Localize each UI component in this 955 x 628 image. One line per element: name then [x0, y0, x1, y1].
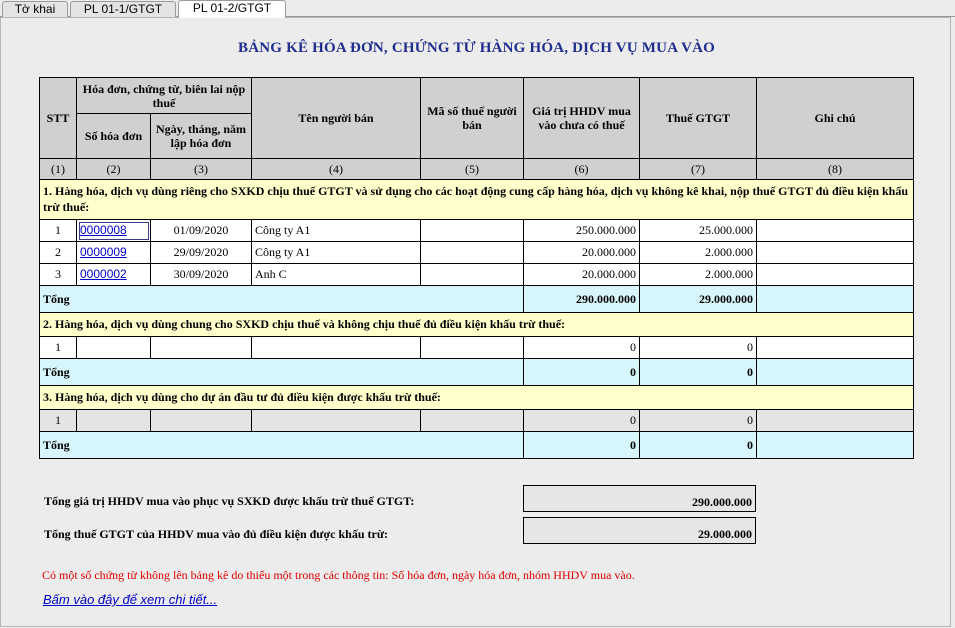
cell-tax-code[interactable] [421, 220, 524, 242]
header-invoice-no: Số hóa đơn [77, 114, 151, 159]
col-number: (8) [757, 159, 914, 180]
cell-vat[interactable]: 2.000.000 [640, 242, 757, 264]
form-panel [0, 17, 951, 627]
cell-tax-code[interactable] [421, 264, 524, 286]
table-row [40, 264, 914, 286]
cell-value[interactable]: 20.000.000 [524, 264, 640, 286]
cell-stt: 3 [40, 264, 77, 286]
cell-date[interactable] [151, 410, 252, 432]
cell-seller[interactable]: Anh C [252, 264, 421, 286]
col-number: (1) [40, 159, 77, 180]
total-value: 0 [524, 359, 640, 386]
header-invoice-group: Hóa đơn, chứng từ, biên lai nộp thuế [77, 78, 252, 114]
cell-note[interactable] [757, 410, 914, 432]
section-title-3: 3. Hàng hóa, dịch vụ dùng cho dự án đầu tư đủ điều kiện được khấu trừ thuế: [40, 386, 914, 410]
total-row-3 [40, 432, 914, 459]
cell-invoice-no[interactable] [77, 410, 151, 432]
cell-stt: 1 [40, 410, 77, 432]
detail-link[interactable]: Bấm vào đây để xem chi tiết... [43, 592, 218, 607]
header-seller: Tên người bán [252, 78, 421, 159]
tab-pl-01-2[interactable]: PL 01-2/GTGT [178, 0, 286, 18]
cell-vat[interactable]: 0 [640, 410, 757, 432]
table-row [40, 410, 914, 432]
total-note [757, 432, 914, 459]
col-number: (4) [252, 159, 421, 180]
tab-pl-01-1[interactable]: PL 01-1/GTGT [70, 1, 176, 18]
cell-date[interactable]: 30/09/2020 [151, 264, 252, 286]
cell-stt: 1 [40, 337, 77, 359]
cell-date[interactable] [151, 337, 252, 359]
total-vat: 0 [640, 432, 757, 459]
invoice-link[interactable]: 0000008 [80, 223, 127, 237]
total-vat: 0 [640, 359, 757, 386]
total-label: Tổng [40, 359, 524, 386]
cell-seller[interactable]: Công ty A1 [252, 242, 421, 264]
cell-invoice-no[interactable] [77, 242, 151, 264]
cell-seller[interactable]: Công ty A1 [252, 220, 421, 242]
invoice-link[interactable]: 0000002 [80, 267, 127, 281]
total-label: Tổng [40, 432, 524, 459]
summary-total-value-label: Tổng giá trị HHDV mua vào phục vụ SXKD được khấu trừ thuế GTGT: [44, 494, 415, 508]
cell-note[interactable] [757, 264, 914, 286]
total-value: 290.000.000 [524, 286, 640, 313]
header-stt: STT [40, 78, 77, 159]
cell-invoice-no[interactable] [77, 220, 151, 242]
cell-date[interactable]: 01/09/2020 [151, 220, 252, 242]
invoice-table [39, 77, 914, 459]
cell-vat[interactable]: 0 [640, 337, 757, 359]
cell-date[interactable]: 29/09/2020 [151, 242, 252, 264]
table-row [40, 220, 914, 242]
cell-value[interactable]: 0 [524, 410, 640, 432]
summary-total-vat-field: 29.000.000 [523, 517, 756, 544]
cell-invoice-no[interactable] [77, 264, 151, 286]
tab-strip [0, 0, 955, 17]
cell-seller[interactable] [252, 337, 421, 359]
cell-value[interactable]: 250.000.000 [524, 220, 640, 242]
cell-stt: 2 [40, 242, 77, 264]
col-number: (5) [421, 159, 524, 180]
header-date: Ngày, tháng, năm lập hóa đơn [151, 114, 252, 159]
col-number: (2) [77, 159, 151, 180]
header-value: Giá trị HHDV mua vào chưa có thuế [524, 78, 640, 159]
header-note: Ghi chú [757, 78, 914, 159]
col-number: (3) [151, 159, 252, 180]
tab-to-khai[interactable]: Tờ khai [2, 1, 68, 18]
cell-seller[interactable] [252, 410, 421, 432]
total-value: 0 [524, 432, 640, 459]
cell-note[interactable] [757, 220, 914, 242]
cell-tax-code[interactable] [421, 337, 524, 359]
summary-total-value-field: 290.000.000 [523, 485, 756, 512]
header-tax-code: Mã số thuế người bán [421, 78, 524, 159]
total-row-2 [40, 359, 914, 386]
total-label: Tổng [40, 286, 524, 313]
total-row-1 [40, 286, 914, 313]
warning-message: Có một số chứng từ không lên bảng kê do thiếu một trong các thông tin: Số hóa đơn, ngày hóa đơn, nhóm HHDV mua vào. [42, 568, 635, 582]
invoice-link[interactable]: 0000009 [80, 245, 127, 259]
cell-note[interactable] [757, 337, 914, 359]
cell-invoice-no[interactable] [77, 337, 151, 359]
total-note [757, 286, 914, 313]
cell-note[interactable] [757, 242, 914, 264]
cell-tax-code[interactable] [421, 410, 524, 432]
cell-vat[interactable]: 2.000.000 [640, 264, 757, 286]
summary-total-vat-label: Tổng thuế GTGT của HHDV mua vào đủ điều kiện được khấu trừ: [44, 527, 389, 541]
cell-stt: 1 [40, 220, 77, 242]
table-row [40, 242, 914, 264]
header-vat: Thuế GTGT [640, 78, 757, 159]
total-vat: 29.000.000 [640, 286, 757, 313]
table-row [40, 337, 914, 359]
col-number: (6) [524, 159, 640, 180]
cell-value[interactable]: 0 [524, 337, 640, 359]
section-title-2: 2. Hàng hóa, dịch vụ dùng chung cho SXKD chịu thuế và không chịu thuế đủ điều kiện khấu trừ thuế: [40, 313, 914, 337]
cell-tax-code[interactable] [421, 242, 524, 264]
cell-vat[interactable]: 25.000.000 [640, 220, 757, 242]
total-note [757, 359, 914, 386]
col-number: (7) [640, 159, 757, 180]
page-title: BẢNG KÊ HÓA ĐƠN, CHỨNG TỪ HÀNG HÓA, DỊCH VỤ MUA VÀO [237, 40, 716, 56]
section-title-1: 1. Hàng hóa, dịch vụ dùng riêng cho SXKD chịu thuế GTGT và sử dụng cho các hoạt động cung cấp hàng hóa, dịch vụ không kê khai, nộp thuế GTGT đủ điều kiện khấu trừ thuế: [40, 180, 914, 220]
cell-value[interactable]: 20.000.000 [524, 242, 640, 264]
